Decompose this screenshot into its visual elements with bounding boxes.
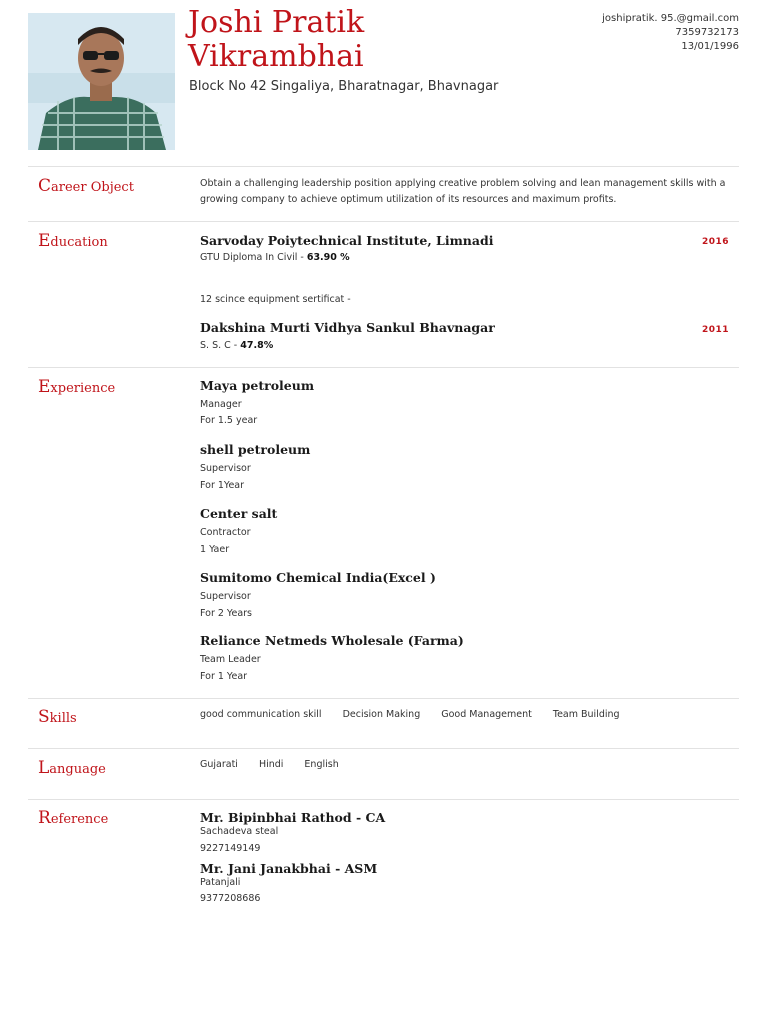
skill-item: Good Management	[441, 709, 532, 720]
experience-role: Team Leader	[200, 654, 261, 665]
dob-text: 13/01/1996	[681, 41, 739, 52]
experience-role: Contractor	[200, 527, 251, 538]
section-title-reference: Reference	[38, 808, 109, 828]
education-note: 12 scince equipment sertificat -	[200, 294, 351, 305]
education-school: Sarvoday Poiytechnical Institute, Limnadi	[200, 233, 494, 248]
language-item: Gujarati	[200, 759, 238, 770]
email-text: joshipratik. 95.@gmail.com	[602, 13, 739, 24]
section-title-skills: Skills	[38, 707, 77, 727]
section-title-education: Education	[38, 231, 108, 251]
skills-list	[200, 709, 620, 720]
education-course: GTU Diploma In Civil - 63.90 %	[200, 252, 350, 263]
career-objective-text: Obtain a challenging leadership position applying creative problem solving and lean management skills with a growing company to achieve optimum utilization of its resources and maximum profits.	[200, 178, 726, 205]
experience-role: Supervisor	[200, 591, 251, 602]
education-year: 2016	[701, 237, 729, 247]
skill-item: Team Building	[552, 709, 620, 720]
section-title-language: Language	[38, 758, 106, 778]
applicant-address: Block No 42 Singaliya, Bharatnagar, Bhavnagar	[189, 79, 499, 94]
reference-org: Sachadeva steal	[200, 826, 279, 837]
experience-duration: For 2 Years	[200, 608, 252, 619]
experience-company: Maya petroleum	[200, 378, 315, 393]
divider	[28, 799, 739, 800]
education-course: S. S. C - 47.8%	[200, 340, 274, 351]
experience-duration: For 1Year	[200, 480, 245, 491]
divider	[28, 698, 739, 699]
experience-role: Supervisor	[200, 463, 251, 474]
experience-company: shell petroleum	[200, 442, 311, 457]
language-item: English	[304, 759, 339, 770]
contact-block	[602, 12, 739, 54]
experience-duration: For 1.5 year	[200, 415, 258, 426]
language-item: Hindi	[258, 759, 284, 770]
reference-name: Mr. Jani Janakbhai - ASM	[200, 861, 378, 876]
applicant-name: Joshi Pratik Vikrambhai	[188, 5, 365, 74]
section-title-experience: Experience	[38, 377, 116, 397]
section-title-career: Career Object	[38, 176, 134, 196]
experience-company: Reliance Netmeds Wholesale (Farma)	[200, 633, 464, 648]
skill-item: Decision Making	[342, 709, 421, 720]
experience-company: Sumitomo Chemical India(Excel )	[200, 570, 436, 585]
experience-duration: 1 Yaer	[200, 544, 230, 555]
divider	[28, 367, 739, 368]
reference-phone: 9227149149	[200, 843, 261, 854]
reference-phone: 9377208686	[200, 893, 261, 904]
education-school: Dakshina Murti Vidhya Sankul Bhavnagar	[200, 320, 495, 335]
education-year: 2011	[701, 325, 729, 335]
language-list	[200, 759, 339, 770]
experience-duration: For 1 Year	[200, 671, 248, 682]
profile-photo	[28, 13, 175, 150]
phone-text: 7359732173	[675, 27, 739, 38]
reference-org: Patanjali	[200, 877, 241, 888]
experience-role: Manager	[200, 399, 242, 410]
skill-item: good communication skill	[200, 709, 322, 720]
divider	[28, 748, 739, 749]
divider	[28, 221, 739, 222]
experience-company: Center salt	[200, 506, 278, 521]
divider	[28, 166, 739, 167]
reference-name: Mr. Bipinbhai Rathod - CA	[200, 810, 386, 825]
